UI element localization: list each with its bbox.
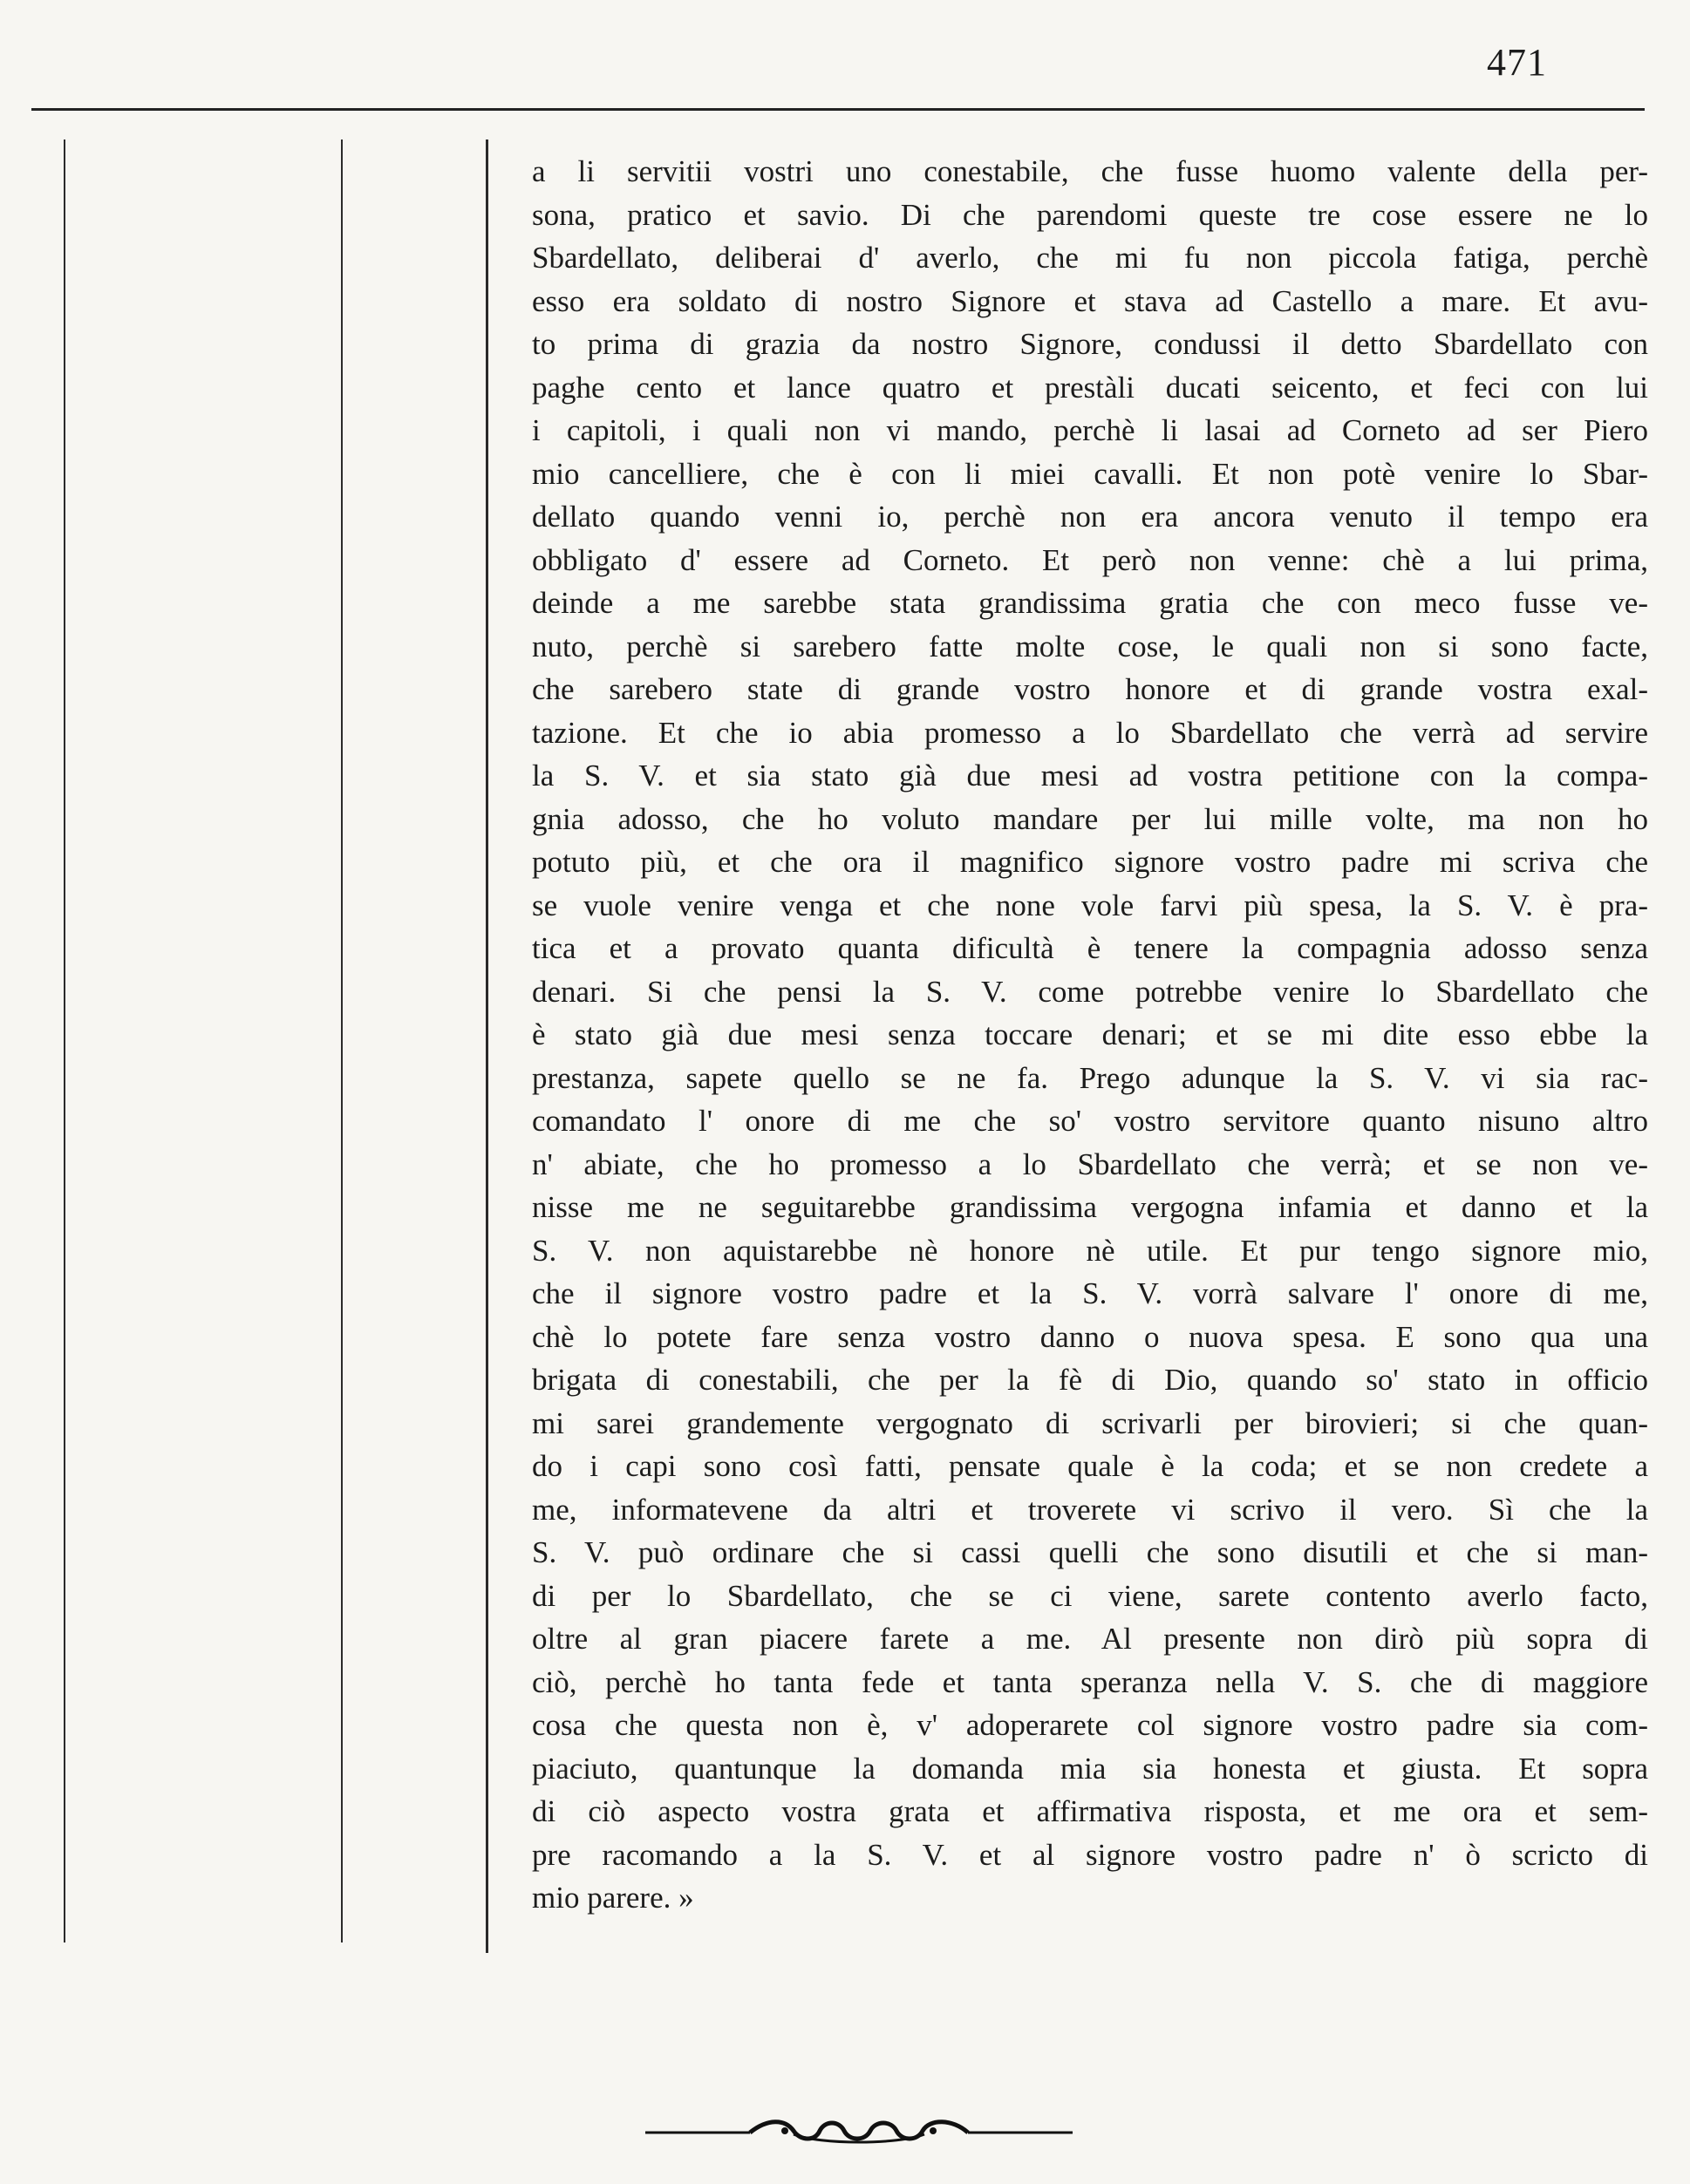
text-line: mi sarei grandemente vergognato di scrivarli per birovieri; si che quan- [532, 1405, 1648, 1440]
tailpiece-ornament-icon [645, 2115, 1073, 2150]
text-line: mio cancelliere, che è con li miei cavalli. Et non potè venire lo Sbar- [532, 456, 1648, 491]
text-line: piaciuto, quantunque la domanda mia sia honesta et giusta. Et sopra [532, 1751, 1648, 1786]
text-line: denari. Si che pensi la S. V. come potrebbe venire lo Sbardellato che [532, 974, 1648, 1009]
letter-text [532, 150, 1648, 1920]
text-line: S. V. non aquistarebbe nè honore nè utile. Et pur tengo signore mio, [532, 1233, 1648, 1268]
text-line: deinde a me sarebbe stata grandissima gratia che con meco fusse ve- [532, 586, 1648, 620]
text-line: oltre al gran piacere farete a me. Al presente non dirò più sopra di [532, 1622, 1648, 1656]
text-line: è stato già due mesi senza toccare denari; et se mi dite esso ebbe la [532, 1017, 1648, 1051]
text-line: potuto più, et che ora il magnifico signore vostro padre mi scriva che [532, 845, 1648, 879]
text-line: comandato l' onore di me che so' vostro servitore quanto nisuno altro [532, 1104, 1648, 1138]
text-line: di ciò aspecto vostra grata et affirmativa risposta, et me ora et sem- [532, 1794, 1648, 1828]
text-line: paghe cento et lance quatro et prestàli ducati seicento, et feci con lui [532, 370, 1648, 405]
text-line: mio parere. » [532, 1881, 694, 1915]
text-line: la S. V. et sia stato già due mesi ad vostra petitione con la compa- [532, 759, 1648, 793]
text-line: a li servitii vostri uno conestabile, che fusse huomo valente della per- [532, 154, 1648, 188]
text-line: brigata di conestabili, che per la fè di Dio, quando so' stato in officio [532, 1363, 1648, 1397]
header-rule [31, 108, 1645, 111]
margin-rule-left [64, 139, 65, 1942]
text-line: chè lo potete fare senza vostro danno o nuova spesa. E sono qua una [532, 1319, 1648, 1354]
text-line: me, informatevene da altri et troverete vi scrivo il vero. Sì che la [532, 1492, 1648, 1527]
text-line: di per lo Sbardellato, che se ci viene, sarete contento averlo facto, [532, 1578, 1648, 1613]
text-line: S. V. può ordinare che si cassi quelli che sono disutili et che si man- [532, 1535, 1648, 1569]
text-line: gnia adosso, che ho voluto mandare per lui mille volte, ma non ho [532, 801, 1648, 836]
page-number: 471 [1487, 41, 1547, 84]
text-line: che il signore vostro padre et la S. V. vorrà salvare l' onore di me, [532, 1276, 1648, 1310]
text-line: i capitoli, i quali non vi mando, perchè li lasai ad Corneto ad ser Piero [532, 413, 1648, 447]
text-line: Sbardellato, deliberai d' averlo, che mi fu non piccola fatiga, perchè [532, 241, 1648, 275]
text-line: obbligato d' essere ad Corneto. Et però non venne: chè a lui prima, [532, 542, 1648, 577]
text-line: ciò, perchè ho tanta fede et tanta speranza nella V. S. che di maggiore [532, 1664, 1648, 1699]
text-line: esso era soldato di nostro Signore et stava ad Castello a mare. Et avu- [532, 283, 1648, 318]
text-line: prestanza, sapete quello se ne fa. Prego adunque la S. V. vi sia rac- [532, 1060, 1648, 1095]
text-line: pre racomando a la S. V. et al signore vostro padre n' ò scricto di [532, 1837, 1648, 1872]
text-line: che sarebero state di grande vostro honore et di grande vostra exal- [532, 672, 1648, 706]
text-line: n' abiate, che ho promesso a lo Sbardellato che verrà; et se non ve- [532, 1146, 1648, 1181]
text-line: cosa che questa non è, v' adoperarete col signore vostro padre sia com- [532, 1708, 1648, 1742]
margin-rule-text [486, 139, 488, 1953]
text-line: se vuole venire venga et che none vole farvi più spesa, la S. V. è pra- [532, 888, 1648, 922]
text-line: tazione. Et che io abia promesso a lo Sbardellato che verrà ad servire [532, 715, 1648, 750]
text-line: dellato quando venni io, perchè non era ancora venuto il tempo era [532, 500, 1648, 534]
text-line: do i capi sono così fatti, pensate quale è la coda; et se non credete a [532, 1449, 1648, 1483]
text-line: sona, pratico et savio. Di che parendomi queste tre cose essere ne lo [532, 197, 1648, 232]
text-line: nisse me ne seguitarebbe grandissima vergogna infamia et danno et la [532, 1190, 1648, 1224]
text-line: tica et a provato quanta dificultà è tenere la compagnia adosso senza [532, 931, 1648, 965]
text-line: to prima di grazia da nostro Signore, condussi il detto Sbardellato con [532, 327, 1648, 361]
margin-rule-middle [341, 139, 343, 1942]
text-line: nuto, perchè si sarebero fatte molte cose, le quali non si sono facte, [532, 629, 1648, 663]
